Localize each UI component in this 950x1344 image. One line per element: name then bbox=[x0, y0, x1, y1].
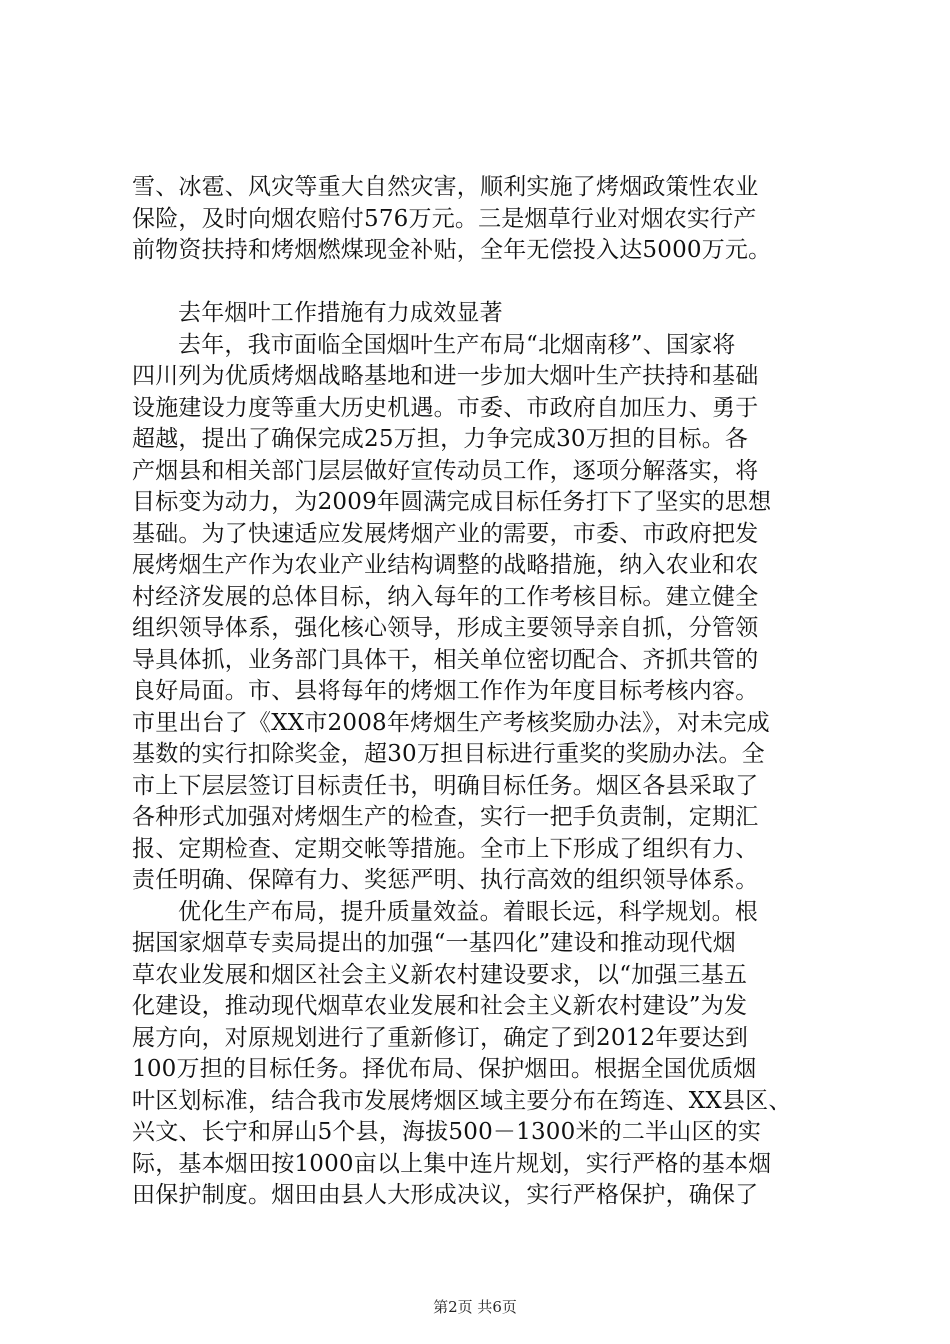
paragraph-line: 雪、冰雹、风灾等重大自然灾害，顺利实施了烤烟政策性农业 bbox=[132, 174, 759, 200]
paragraph-line: 四川列为优质烤烟战略基地和进一步加大烟叶生产扶持和基础 bbox=[132, 363, 759, 389]
paragraph-line: 展烤烟生产作为农业产业结构调整的战略措施，纳入农业和农 bbox=[132, 552, 759, 578]
paragraph-line: 目标变为动力，为2009年圆满完成目标任务打下了坚实的思想 bbox=[132, 489, 772, 515]
paragraph-line: 去年，我市面临全国烟叶生产布局“北烟南移”、国家将 bbox=[178, 331, 736, 358]
paragraph-line: 各种形式加强对烤烟生产的检查，实行一把手负责制，定期汇 bbox=[132, 804, 759, 830]
paragraph-line: 草农业发展和烟区社会主义新农村建设要求，以“加强三基五 bbox=[132, 961, 748, 988]
continuation-paragraph bbox=[132, 172, 832, 267]
paragraph-line: 村经济发展的总体目标，纳入每年的工作考核目标。建立健全 bbox=[132, 583, 759, 610]
paragraph-line: 化建设，推动现代烟草农业发展和社会主义新农村建设”为发 bbox=[132, 993, 748, 1019]
paragraph-line: 报、定期检查、定期交帐等措施。全市上下形成了组织有力、 bbox=[132, 835, 759, 862]
paragraph-line: 际，基本烟田按1000亩以上集中连片规划，实行严格的基本烟 bbox=[132, 1150, 772, 1177]
paragraph-line: 基数的实行扣除奖金，超30万担目标进行重奖的奖励办法。全 bbox=[132, 741, 765, 767]
page-footer bbox=[0, 1296, 950, 1317]
paragraph-line: 展方向，对原规划进行了重新修订，确定了到2012年要达到 bbox=[132, 1024, 749, 1051]
section-heading: 去年烟叶工作措施有力成效显著 bbox=[178, 300, 503, 326]
paragraph-line: 责任明确、保障有力、奖惩严明、执行高效的组织领导体系。 bbox=[132, 867, 759, 893]
paragraph-line: 组织领导体系，强化核心领导，形成主要领导亲自抓，分管领 bbox=[132, 615, 759, 641]
page-indicator: 第2页 共6页 bbox=[433, 1298, 517, 1316]
paragraph-line: 基础。为了快速适应发展烤烟产业的需要，市委、市政府把发 bbox=[132, 520, 759, 547]
paragraph-line: 兴文、长宁和屏山5个县，海拔500－1300米的二半山区的实 bbox=[132, 1119, 762, 1145]
paragraph-line: 超越，提出了确保完成25万担，力争完成30万担的目标。各 bbox=[132, 426, 749, 452]
paragraph-line: 叶区划标准，结合我市发展烤烟区域主要分布在筠连、XX县区、 bbox=[132, 1087, 792, 1114]
paragraph-line: 产烟县和相关部门层层做好宣传动员工作，逐项分解落实，将 bbox=[132, 457, 759, 484]
paragraph-2 bbox=[132, 897, 832, 1212]
paragraph-line: 设施建设力度等重大历史机遇。市委、市政府自加压力、勇于 bbox=[132, 394, 759, 421]
paragraph-line: 据国家烟草专卖局提出的加强“一基四化”建设和推动现代烟 bbox=[132, 930, 736, 956]
paragraph-line: 导具体抓，业务部门具体干，相关单位密切配合、齐抓共管的 bbox=[132, 646, 759, 673]
paragraph-line: 保险，及时向烟农赔付576万元。三是烟草行业对烟农实行产 bbox=[132, 205, 757, 232]
paragraph-line: 100万担的目标任务。择优布局、保护烟田。根据全国优质烟 bbox=[132, 1056, 757, 1082]
paragraph-line: 市上下层层签订目标责任书，明确目标任务。烟区各县采取了 bbox=[132, 772, 759, 799]
paragraph-line: 良好局面。市、县将每年的烤烟工作作为年度目标考核内容。 bbox=[132, 678, 759, 704]
main-section bbox=[132, 298, 832, 1212]
paragraph-line: 优化生产布局，提升质量效益。着眼长远，科学规划。根 bbox=[178, 898, 758, 925]
paragraph-line: 市里出台了《XX市2008年烤烟生产考核奖励办法》，对未完成 bbox=[132, 709, 770, 736]
paragraph-line: 田保护制度。烟田由县人大形成决议，实行严格保护，确保了 bbox=[132, 1182, 759, 1208]
paragraph-line: 前物资扶持和烤烟燃煤现金补贴，全年无偿投入达5000万元。 bbox=[132, 237, 772, 263]
paragraph-1 bbox=[132, 330, 832, 897]
